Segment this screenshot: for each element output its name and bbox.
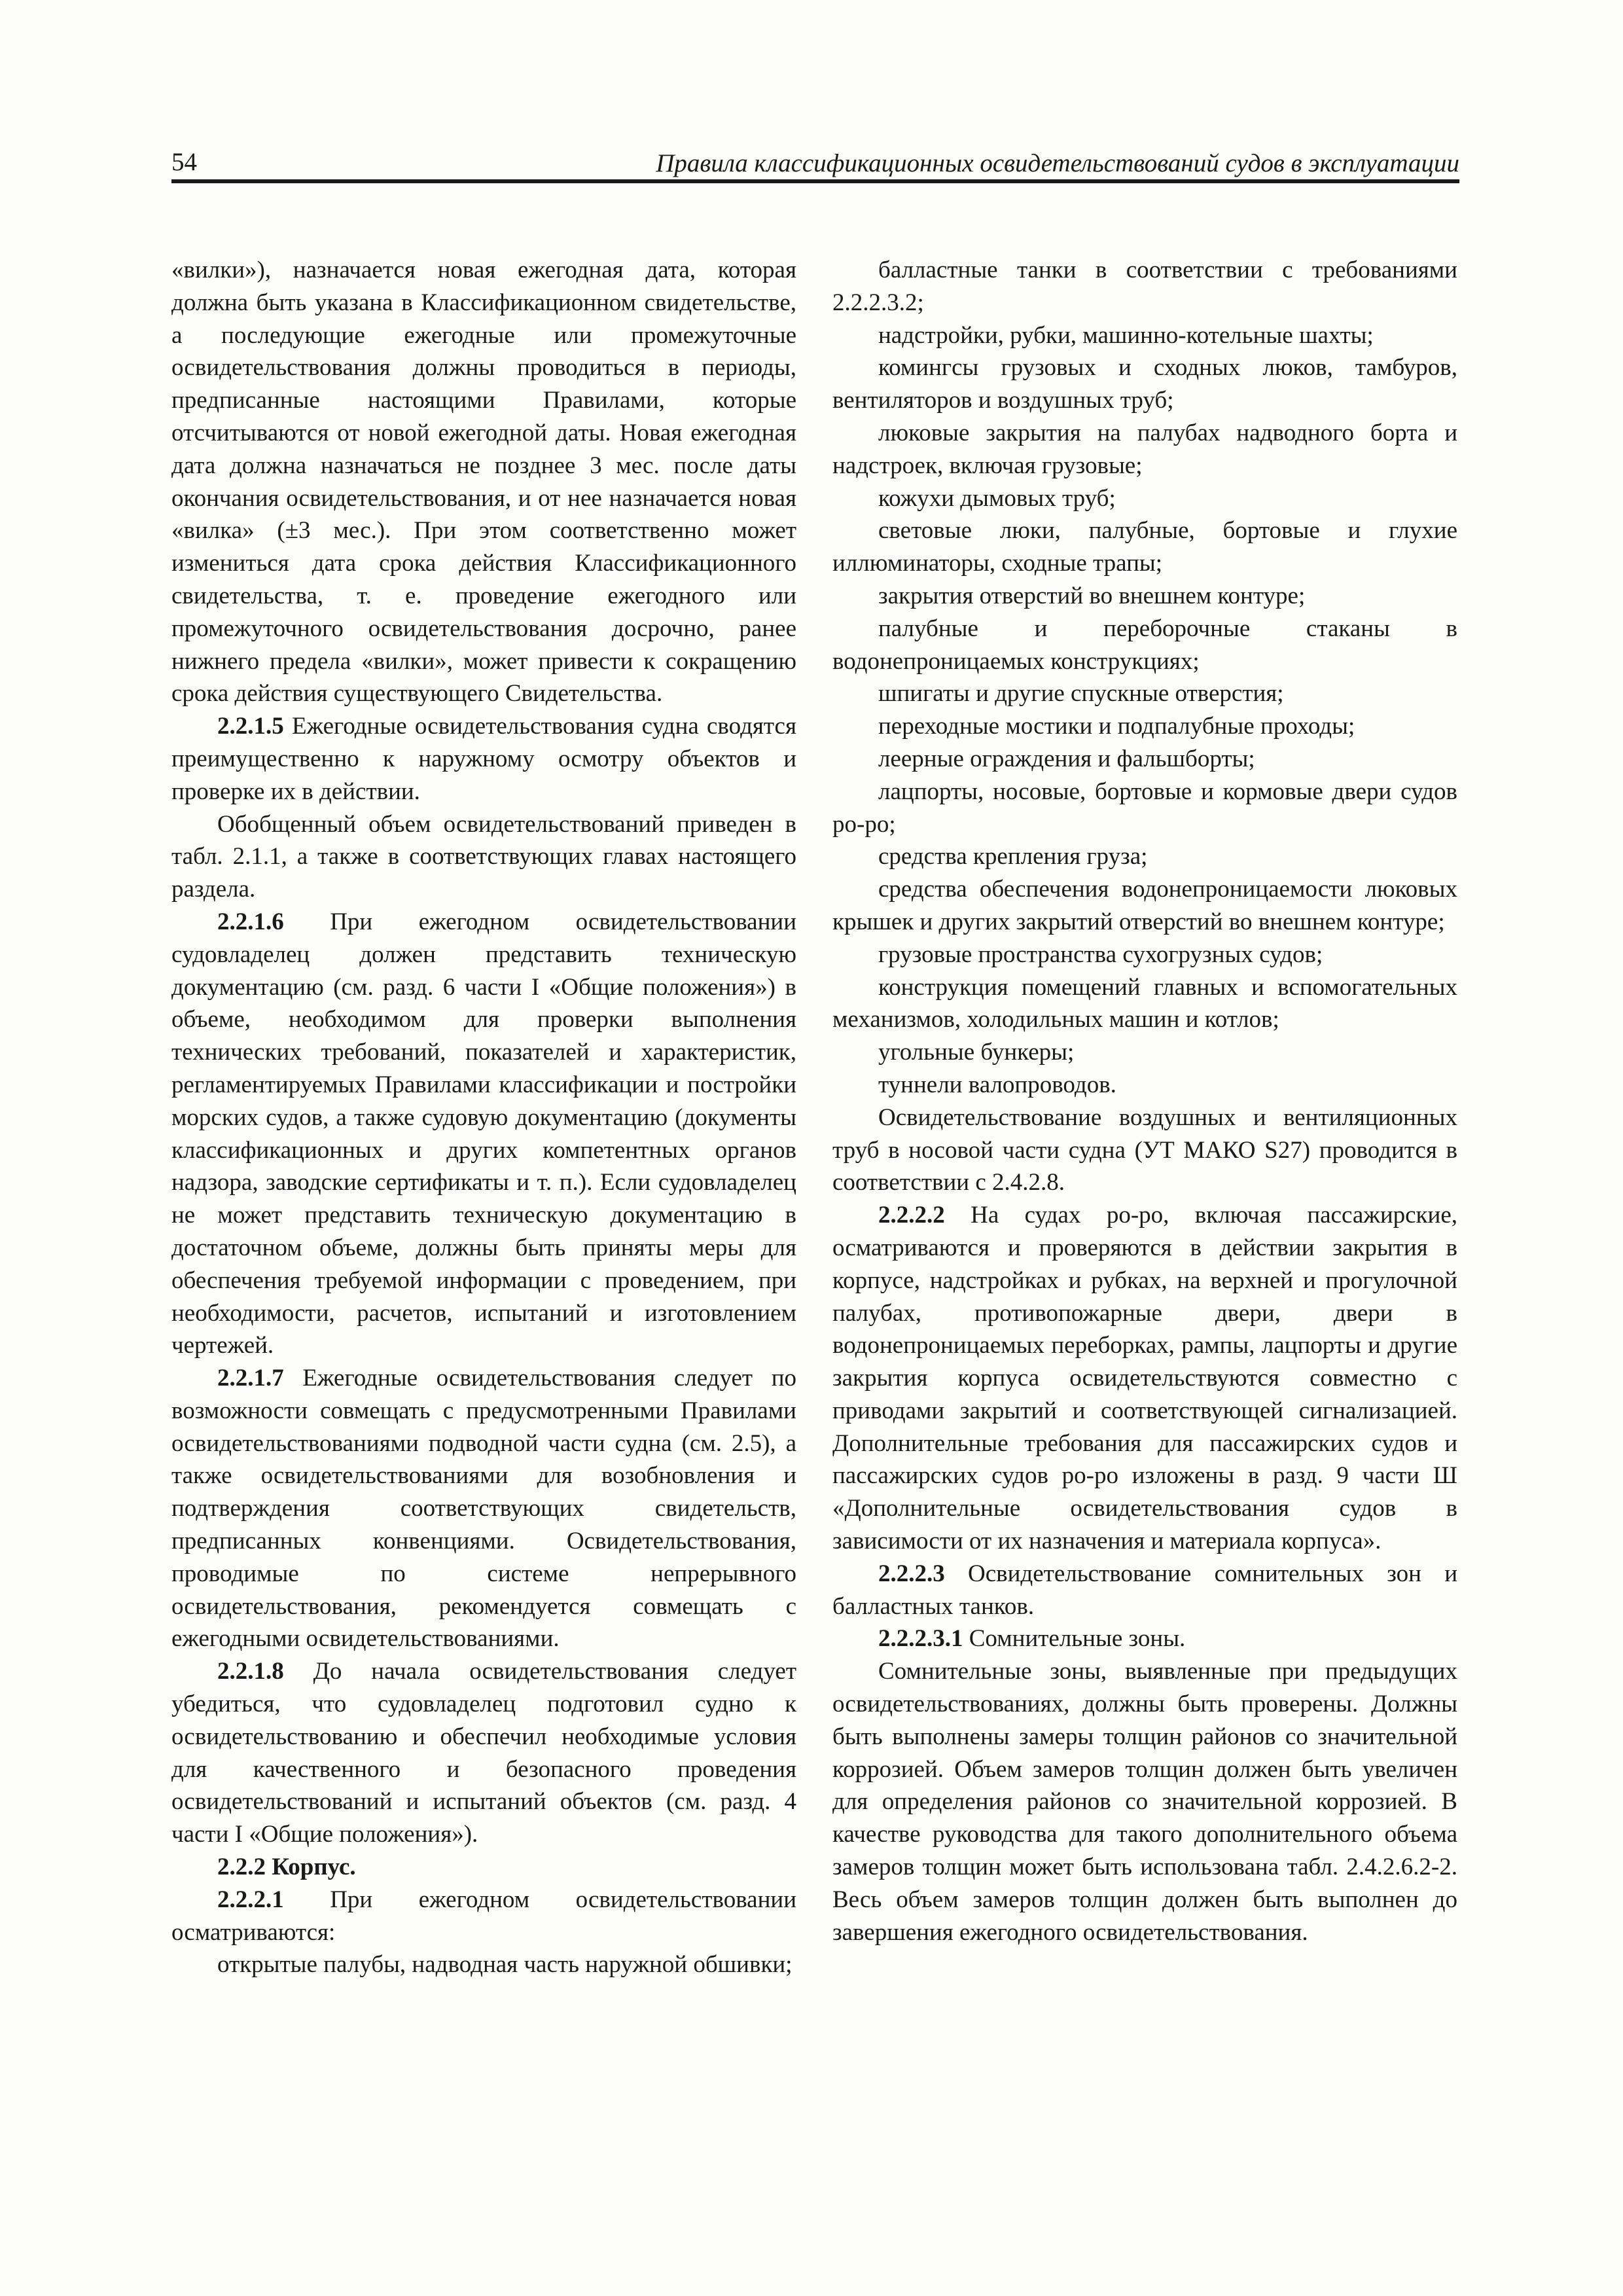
list-item: световые люки, палубные, бортовые и глухие иллюминаторы, сходные трапы; <box>832 517 1457 577</box>
clause-number: 2.2.2.3 <box>878 1560 945 1587</box>
list-item: конструкция помещений главных и вспомогательных механизмов, холодильных машин и котлов; <box>832 973 1457 1033</box>
section-heading-hull <box>171 1851 796 1884</box>
paragraph: «вилки»), назначается новая ежегодная дата, которая должна быть указана в Классификационном свидетельстве, а последующие ежегодные или промежуточные освидетельствования должны проводиться в периоды, предписанные настоящими Правилами, которые отсчитываются от новой ежегодной даты. Новая ежегодная дата должна назначаться не позднее 3 мес. после даты окончания освидетельствования, и от нее назначается новая «вилка» (±3 мес.). При этом соответственно может измениться дата срока действия Классификационного свидетельства, т. е. проведение ежегодного или промежуточного освидетельствования досрочно, ранее нижнего предела «вилки», может привести к сокращению срока действия существующего Свидетельства. <box>171 257 796 708</box>
right-column <box>832 254 1457 1948</box>
page-header <box>171 141 1459 183</box>
clause-number: 2.2.1.5 <box>217 713 284 740</box>
list-item: леерные ограждения и фальшборты; <box>878 745 1255 772</box>
list-item: комингсы грузовых и сходных люков, тамбуров, вентиляторов и воздушных труб; <box>832 354 1457 414</box>
paragraph-2-2-2-1: 2.2.2.1 При ежегодном освидетельствовании осматриваются: <box>171 1886 796 1946</box>
list-item: средства крепления груза; <box>878 843 1148 870</box>
paragraph-2-2-1-6: 2.2.1.6 При ежегодном освидетельствовании судовладелец должен представить техническую документацию (см. разд. 6 части I «Общие положения») в объеме, необходимом для проверки выполнения технических требований, показателей и характеристик, регламентируемых Правилами классификации и постройки морских судов, а также судовую документацию (документы классификационных и других компетентных органов надзора, заводские сертификаты и т. п.). Если судовладелец не может представить техническую документацию в достаточном объеме, должны быть приняты меры для обеспечения требуемой информации с проведением, при необходимости, расчетов, испытаний и изготовлением чертежей. <box>171 908 796 1359</box>
paragraph-2-2-1-5: 2.2.1.5 Ежегодные освидетельствования судна сводятся преимущественно к наружному осмотру объектов и проверке их в действии. <box>171 713 796 805</box>
list-item: закрытия отверстий во внешнем контуре; <box>878 582 1306 609</box>
list-item: открытые палубы, надводная часть наружной обшивки; <box>217 1951 793 1979</box>
list-item: надстройки, рубки, машинно-котельные шахты; <box>878 321 1374 349</box>
section-heading: 2.2.2 Корпус. <box>217 1854 356 1881</box>
list-item: люковые закрытия на палубах надводного борта и надстроек, включая грузовые; <box>832 419 1457 479</box>
page-number: 54 <box>171 148 197 176</box>
list-item: средства обеспечения водонепроницаемости люковых крышек и других закрытий отверстий во внешнем контуре; <box>832 876 1457 935</box>
list-item: палубные и переборочные стаканы в водонепроницаемых конструкциях; <box>832 615 1457 675</box>
paragraph-2-2-2-3-1: 2.2.2.3.1 Сомнительные зоны. <box>878 1625 1186 1653</box>
paragraph: Освидетельствование воздушных и вентиляционных труб в носовой части судна (УТ МАКО S27) проводится в соответствии с 2.4.2.8. <box>832 1103 1457 1196</box>
paragraph-2-2-2-2: 2.2.2.2 На судах ро-ро, включая пассажирские, осматриваются и проверяются в действии закрытия в корпусе, надстройках и рубках, на верхней и прогулочной палубах, противопожарные двери, двери в водонепроницаемых переборках, рампы, лацпорты и другие закрытия корпуса освидетельствуются совместно с приводами закрытий и соответствующей сигнализацией. Дополнительные требования для пассажирских судов и пассажирских судов ро-ро изложены в разд. 9 части Ш «Дополнительные освидетельствования судов в зависимости от их назначения и материала корпуса». <box>832 1202 1457 1555</box>
paragraph: Сомнительные зоны, выявленные при предыдущих освидетельствованиях, должны быть проверены. Должны быть выполнены замеры толщин районов со значительной коррозией. Объем замеров толщин должен быть увеличен для определения районов со значительной коррозией. В качестве руководства для такого дополнительного объема замеров толщин может быть использована табл. 2.4.2.6.2-2. Весь объем замеров толщин должен быть выполнен до завершения ежегодного освидетельствования. <box>832 1658 1457 1946</box>
paragraph: Обобщенный объем освидетельствований приведен в табл. 2.1.1, а также в соответствующих главах настоящего раздела. <box>171 810 796 903</box>
list-item: переходные мостики и подпалубные проходы; <box>878 713 1355 740</box>
list-item: туннели валопроводов. <box>878 1071 1116 1098</box>
header-rule <box>171 179 1459 183</box>
paragraph-2-2-1-8: 2.2.1.8 До начала освидетельствования следует убедиться, что судовладелец подготовил судно к освидетельствованию и обеспечил необходимые условия для качественного и безопасного проведения освидетельствований и испытаний объектов (см. разд. 4 части I «Общие положения»). <box>171 1658 796 1848</box>
list-item: шпигаты и другие спускные отверстия; <box>878 680 1284 708</box>
list-item: лацпорты, носовые, бортовые и кормовые двери судов ро-ро; <box>832 778 1457 838</box>
clause-number: 2.2.2.1 <box>217 1886 284 1913</box>
list-item: балластные танки в соответствии с требованиями 2.2.2.3.2; <box>832 257 1457 316</box>
clause-number: 2.2.1.8 <box>217 1658 284 1685</box>
paragraph-2-2-1-7: 2.2.1.7 Ежегодные освидетельствования следует по возможности совмещать с предусмотренными Правилами освидетельствованиями подводной части судна (см. 2.5), а также освидетельствованиями для возобновления и подтверждения соответствующих свидетельств, предписанных конвенциями. Освидетельствования, проводимые по системе непрерывного освидетельствования, рекомендуется совмещать с ежегодными освидетельствованиями. <box>171 1365 796 1653</box>
clause-number: 2.2.2.3.1 <box>878 1625 963 1653</box>
paragraph-2-2-2-3: 2.2.2.3 Освидетельствование сомнительных зон и балластных танков. <box>832 1560 1457 1620</box>
clause-number: 2.2.1.7 <box>217 1365 284 1392</box>
list-item: кожухи дымовых труб; <box>878 484 1116 512</box>
clause-number: 2.2.1.6 <box>217 908 284 935</box>
left-column <box>171 254 796 1981</box>
list-item: грузовые пространства сухогрузных судов; <box>878 941 1323 968</box>
running-title: Правила классификационных освидетельствований судов в эксплуатации <box>656 149 1459 177</box>
list-item: угольные бункеры; <box>878 1039 1075 1066</box>
clause-number: 2.2.2.2 <box>878 1202 945 1229</box>
